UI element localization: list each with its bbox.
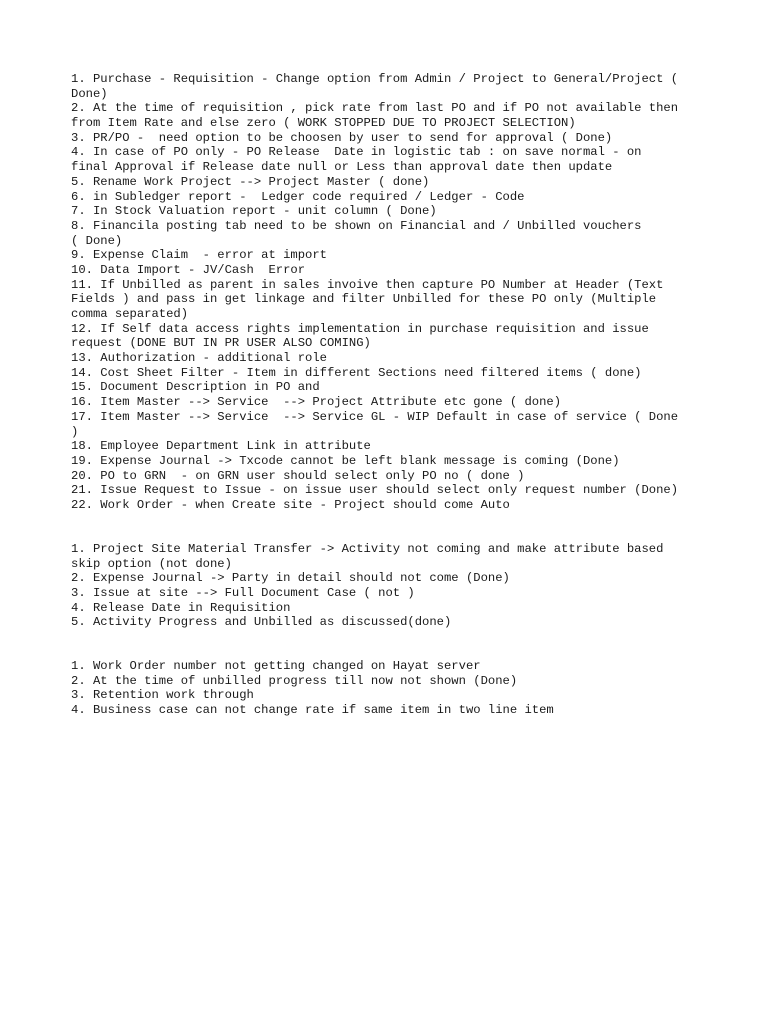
list-item-line: 5. Rename Work Project --> Project Master ( done) (71, 174, 430, 189)
list-item-line: 9. Expense Claim - error at import (71, 248, 327, 263)
list-item-line: 11. If Unbilled as parent in sales invoive then capture PO Number at Header (Text (71, 277, 664, 292)
list-item-line: 2. At the time of unbilled progress till now not shown (Done) (71, 673, 518, 688)
list-item-line: 3. Issue at site --> Full Document Case ( not ) (71, 586, 415, 601)
task-list-section-3 (71, 659, 711, 718)
task-list-section-2 (71, 542, 711, 630)
list-item-line: 3. PR/PO - need option to be choosen by user to send for approval ( Done) (71, 130, 613, 145)
list-item-line: 22. Work Order - when Create site - Project should come Auto (71, 497, 510, 512)
list-item-line: Fields ) and pass in get linkage and filter Unbilled for these PO only (Multiple (71, 292, 657, 307)
list-item-line: 2. At the time of requisition , pick rate from last PO and if PO not available then (71, 101, 679, 116)
list-item-line: ( Done) (71, 233, 123, 248)
list-item-line: from Item Rate and else zero ( WORK STOPPED DUE TO PROJECT SELECTION) (71, 116, 576, 131)
list-item-line: 21. Issue Request to Issue - on issue user should select only request number (Done) (71, 483, 679, 498)
list-item-line: comma separated) (71, 307, 189, 321)
list-item-line: 2. Expense Journal -> Party in detail should not come (Done) (71, 571, 510, 586)
task-list-section-1 (71, 72, 711, 513)
list-item-line: 7. In Stock Valuation report - unit column ( Done) (71, 204, 437, 219)
list-item-line: 1. Work Order number not getting changed on Hayat server (71, 659, 481, 673)
list-item-line: 4. Release Date in Requisition (71, 600, 291, 615)
list-item-line: 6. in Subledger report - Ledger code required / Ledger - Code (71, 189, 525, 204)
list-item-line: Done) (71, 86, 108, 101)
list-item-line: 4. In case of PO only - PO Release Date in logistic tab : on save normal - on (71, 145, 642, 160)
list-item-line: 10. Data Import - JV/Cash Error (71, 262, 306, 277)
list-item-line: 19. Expense Journal -> Txcode cannot be left blank message is coming (Done) (71, 453, 620, 468)
list-item-line: 12. If Self data access rights implementation in purchase requisition and issue (71, 321, 649, 336)
list-item-line: 8. Financila posting tab need to be shown on Financial and / Unbilled vouchers (71, 218, 642, 233)
list-item-line: 14. Cost Sheet Filter - Item in different Sections need filtered items ( done) (71, 365, 642, 380)
list-item-line: 3. Retention work through (71, 688, 254, 703)
list-item-line: 18. Employee Department Link in attribute (71, 439, 371, 454)
list-item-line: 4. Business case can not change rate if same item in two line item (71, 703, 554, 718)
list-item-line: 5. Activity Progress and Unbilled as discussed(done) (71, 615, 452, 630)
list-item-line: 13. Authorization - additional role (71, 351, 327, 366)
list-item-line: request (DONE BUT IN PR USER ALSO COMING) (71, 336, 371, 351)
list-item-line: 15. Document Description in PO and (71, 380, 320, 395)
list-item-line: 1. Project Site Material Transfer -> Activity not coming and make attribute based (71, 542, 664, 556)
list-item-line: skip option (not done) (71, 556, 232, 571)
list-item-line: 17. Item Master --> Service --> Service GL - WIP Default in case of service ( Done (71, 409, 679, 424)
list-item-line: final Approval if Release date null or Less than approval date then update (71, 160, 613, 175)
list-item-line: 1. Purchase - Requisition - Change option from Admin / Project to General/Project ( (71, 72, 679, 86)
list-item-line: 20. PO to GRN - on GRN user should select only PO no ( done ) (71, 468, 525, 483)
list-item-line: 16. Item Master --> Service --> Project Attribute etc gone ( done) (71, 395, 562, 410)
list-item-line: ) (71, 424, 79, 439)
